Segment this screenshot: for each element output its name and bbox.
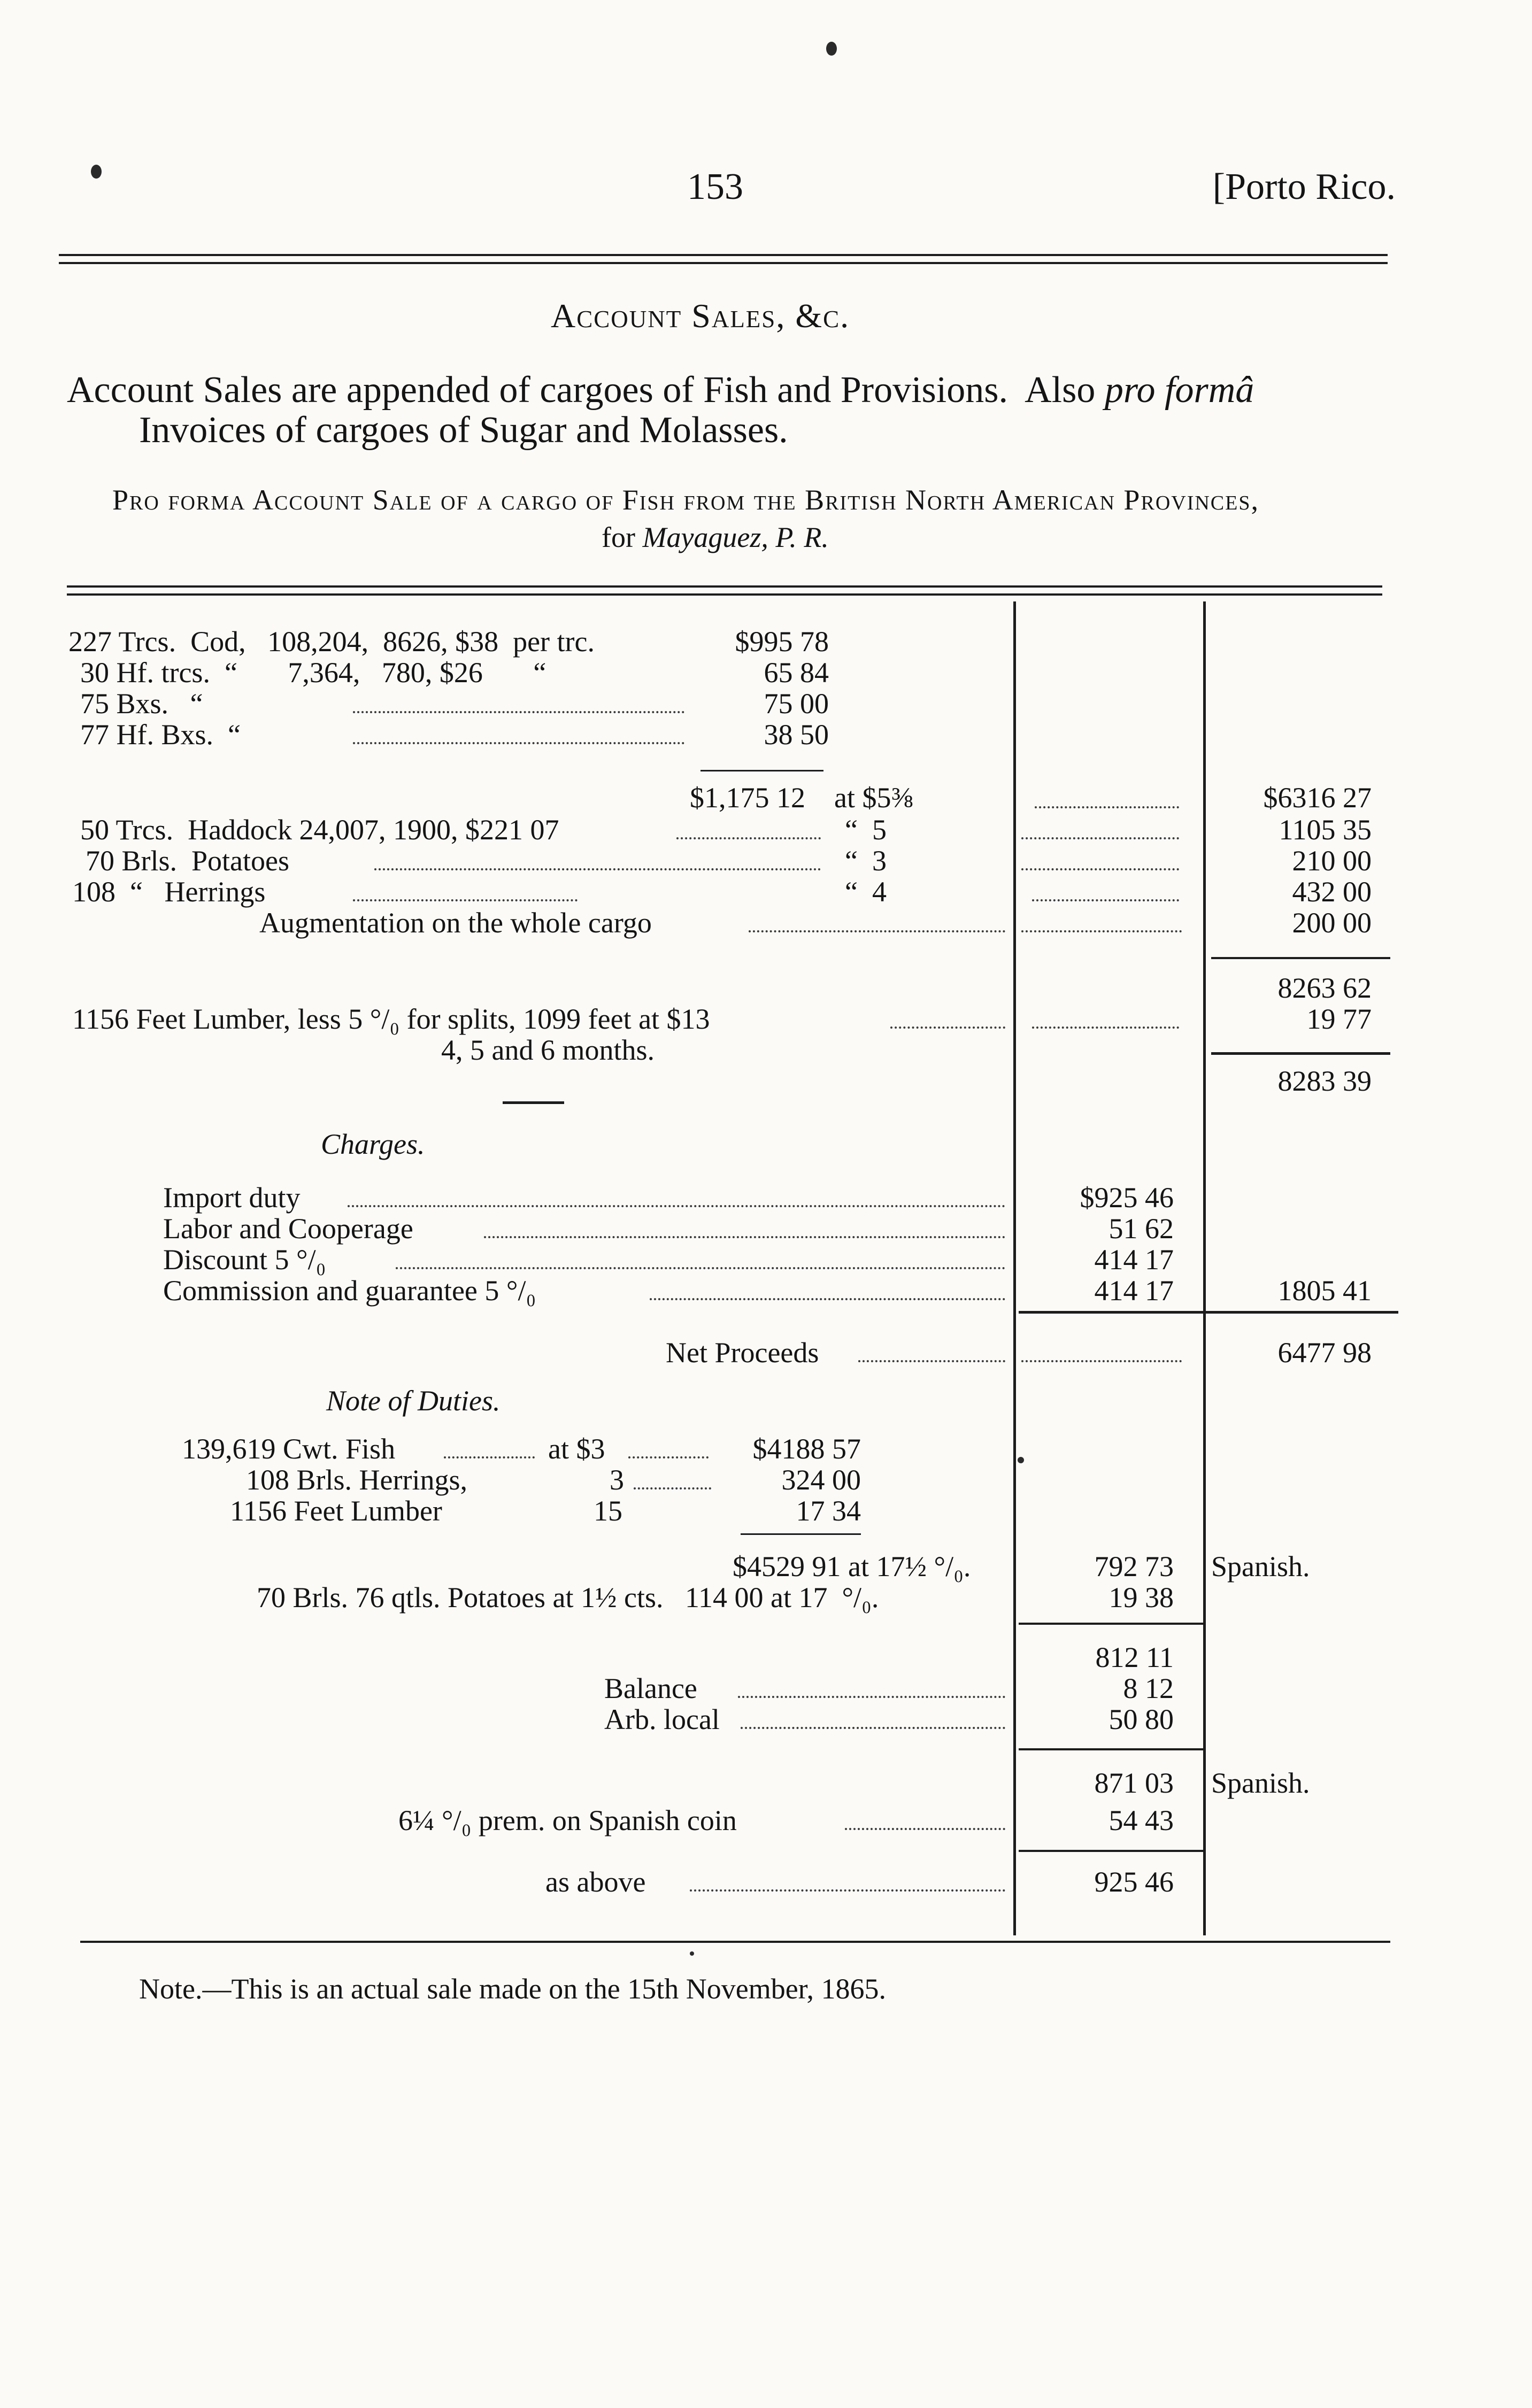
cargo-line-desc: 70 Brls. Potatoes (86, 845, 290, 877)
fish-total-amount: $1,175 12 (690, 782, 805, 814)
cargo-line-rate: “ 3 (845, 845, 887, 877)
cargo-line-rate: “ 4 (845, 876, 887, 908)
duty-desc: 139,619 Cwt. Fish (182, 1433, 396, 1465)
leader-dots (1021, 868, 1179, 870)
fish-line-amount: 65 84 (764, 657, 829, 689)
subtotal-rule (1211, 957, 1390, 959)
intro-line1: Account Sales are appended of cargoes of Fish and Provisions. Also (67, 369, 1105, 411)
column-divider-1 (1013, 601, 1016, 1935)
scan-speck (91, 165, 102, 179)
charges-heading: Charges. (321, 1128, 425, 1160)
cargo-line-rate: “ 5 (845, 814, 887, 846)
charge-amount: $925 46 (1080, 1182, 1174, 1214)
balance-amount: 8 12 (1123, 1672, 1174, 1704)
duties-sum1: 812 11 (1095, 1641, 1174, 1673)
leader-dots (1032, 899, 1179, 901)
premium-amount: 54 43 (1108, 1804, 1174, 1836)
fish-line-desc: 227 Trcs. Cod, 108,204, 8626, $38 per trc. (68, 626, 595, 658)
leader-dots (1035, 806, 1179, 808)
leader-dots (1032, 1027, 1179, 1029)
lumber-desc: 1156 Feet Lumber, less 5 °/₀ for splits, 1099 feet at $13 (72, 1003, 710, 1035)
page-number: 153 (687, 166, 743, 207)
column-divider-2 (1203, 601, 1206, 1935)
potatoes-duty-text: 70 Brls. 76 qtls. Potatoes at 1½ cts. 114 00 at 17 °/₀. (257, 1581, 879, 1614)
fish-line-amount: 38 50 (764, 719, 829, 751)
fish-line-amount: 75 00 (764, 688, 829, 720)
intro-line2: Invoices of cargoes of Sugar and Molasses. (139, 410, 788, 451)
leader-dots (628, 1456, 709, 1458)
fish-line-desc: 75 Bxs. “ (80, 688, 203, 720)
cargo-line-desc: 108 “ Herrings (72, 876, 266, 908)
duty-amount: 17 34 (796, 1495, 861, 1527)
cargo-line-result: 200 00 (1292, 907, 1372, 939)
leader-dots (374, 868, 821, 870)
subtotal2: 8283 39 (1277, 1065, 1372, 1097)
as-above-label: as above (545, 1866, 646, 1898)
charge-label: Labor and Cooperage (163, 1213, 413, 1245)
charge-amount: 414 17 (1094, 1275, 1174, 1307)
charges-rule (1206, 1311, 1398, 1314)
section-title: [Porto Rico. (1212, 166, 1396, 207)
leader-dots (353, 742, 684, 744)
cargo-line-desc: Augmentation on the whole cargo (259, 907, 652, 939)
subtotal-rule (1211, 1052, 1390, 1055)
as-above-amount: 925 46 (1094, 1866, 1174, 1898)
leader-dots (1021, 930, 1182, 932)
subtitle-place: Mayaguez, P. R. (642, 521, 829, 553)
duties-rule (1019, 1623, 1203, 1625)
arb-local-label: Arb. local (604, 1703, 720, 1735)
scan-speck (1018, 1457, 1024, 1463)
fish-total-rate: at $5⅜ (834, 782, 913, 814)
premium-label: 6¼ °/₀ prem. on Spanish coin (398, 1804, 737, 1836)
duties-rule (1019, 1748, 1203, 1750)
duties-rule (1019, 1850, 1203, 1852)
cargo-line-result: 1105 35 (1279, 814, 1372, 846)
header-rule (59, 254, 1388, 256)
fish-line-amount: $995 78 (735, 626, 829, 658)
charge-label: Import duty (163, 1182, 301, 1214)
net-proceeds-amount: 6477 98 (1277, 1337, 1372, 1369)
scan-speck (826, 42, 837, 56)
leader-dots (738, 1696, 1005, 1698)
duties-total-note: Spanish. (1211, 1550, 1310, 1583)
leader-dots (741, 1727, 1005, 1729)
cargo-line-result: 210 00 (1292, 845, 1372, 877)
charge-amount: 51 62 (1108, 1213, 1174, 1245)
intro-italic: pro formâ (1104, 369, 1254, 411)
charges-total: 1805 41 (1277, 1275, 1372, 1307)
leader-dots (348, 1205, 1005, 1207)
duties-sum2: 871 03 (1094, 1767, 1174, 1799)
subtotal1: 8263 62 (1277, 972, 1372, 1004)
subtitle-line2 (602, 521, 829, 553)
fish-line-desc: 30 Hf. trcs. “ 7,364, 780, $26 “ (80, 657, 546, 689)
leader-dots (890, 1027, 1005, 1029)
leader-dots (396, 1267, 1005, 1269)
duties-heading: Note of Duties. (326, 1385, 501, 1417)
header-rule-double (59, 262, 1388, 264)
sum-rule (700, 770, 823, 771)
leader-dots (634, 1487, 711, 1489)
charge-label: Commission and guarantee 5 °/₀ (163, 1275, 536, 1307)
leader-dots (353, 711, 684, 713)
leader-dots (676, 837, 821, 839)
arb-local-amount: 50 80 (1108, 1703, 1174, 1735)
lumber-amount: 19 77 (1306, 1003, 1372, 1035)
duty-rate: 3 (610, 1464, 624, 1496)
duty-rate: at $3 (548, 1433, 605, 1465)
cargo-line-result: 432 00 (1292, 876, 1372, 908)
duties-total-text: $4529 91 at 17½ °/₀. (733, 1550, 971, 1583)
intro-paragraph (67, 369, 1254, 412)
charge-label: Discount 5 °/₀ (163, 1244, 326, 1276)
leader-dots (484, 1236, 1005, 1238)
fish-total-result: $6316 27 (1263, 782, 1372, 814)
potatoes-duty-amount: 19 38 (1108, 1581, 1174, 1614)
subtitle-for: for (602, 521, 643, 553)
table-rule-double (67, 593, 1382, 596)
subtitle-line1: Pro forma Account Sale of a cargo of Fish from the British North American Provinces, (112, 484, 1259, 516)
lumber-terms: 4, 5 and 6 months. (441, 1034, 655, 1066)
short-rule (503, 1101, 564, 1104)
leader-dots (353, 899, 578, 901)
leader-dots (749, 930, 1005, 932)
duty-desc: 1156 Feet Lumber (230, 1495, 442, 1527)
duty-amount: 324 00 (781, 1464, 861, 1496)
balance-label: Balance (604, 1672, 697, 1704)
duty-amount: $4188 57 (752, 1433, 861, 1465)
leader-dots (690, 1889, 1005, 1892)
footnote: Note.—This is an actual sale made on the 15th November, 1865. (139, 1973, 886, 2005)
leader-dots (1021, 1360, 1182, 1362)
charge-amount: 414 17 (1094, 1244, 1174, 1276)
fish-line-desc: 77 Hf. Bxs. “ (80, 719, 241, 751)
charges-rule (1019, 1311, 1203, 1314)
page-title: Account Sales, &c. (551, 297, 850, 335)
duties-sum2-note: Spanish. (1211, 1767, 1310, 1799)
sum-rule (741, 1533, 861, 1535)
table-rule (67, 585, 1382, 588)
cargo-line-desc: 50 Trcs. Haddock 24,007, 1900, $221 07 (80, 814, 559, 846)
duty-rate: 15 (594, 1495, 622, 1527)
leader-dots (858, 1360, 1005, 1362)
leader-dots (1021, 837, 1179, 839)
leader-dots (650, 1298, 1005, 1300)
duties-total-amount: 792 73 (1094, 1550, 1174, 1583)
leader-dots (845, 1828, 1005, 1830)
table-bottom-rule (80, 1941, 1390, 1943)
leader-dots (444, 1456, 535, 1458)
duty-desc: 108 Brls. Herrings, (246, 1464, 467, 1496)
scan-speck (690, 1951, 694, 1956)
net-proceeds-label: Net Proceeds (666, 1337, 819, 1369)
